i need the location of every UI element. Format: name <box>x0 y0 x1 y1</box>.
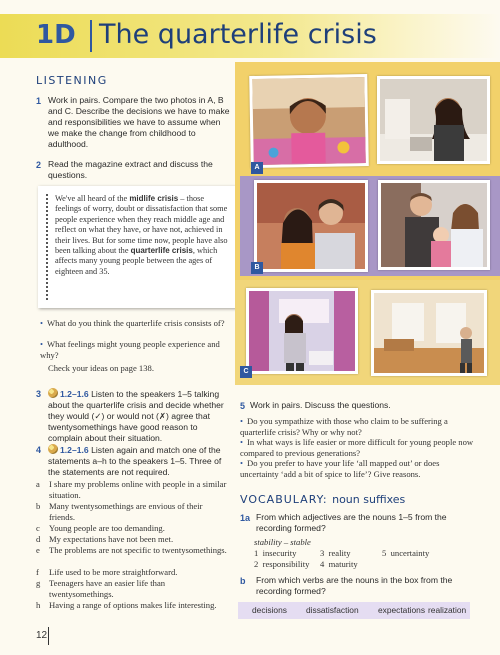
statement-f: f Life used to be more straightforward. <box>36 567 178 577</box>
question-4-number: 4 <box>36 445 42 455</box>
statement-d: d My expectations have not been met. <box>36 534 174 544</box>
question-3-text: 1.2–1.6 Listen to the speakers 1–5 talking about the quarterlife crisis and decide whether they would (✓) or would not (✗) agree that twentysomethings have good reason to complain about their situation. <box>48 389 224 443</box>
photo-b-teens <box>254 180 368 272</box>
statement-a: a I share my problems online with people in a similar situation. <box>36 479 227 500</box>
speaking-bullet-2: • In what ways is life easier or more difficult for young people now compared to previous generations? <box>240 437 474 458</box>
example-pair: stability – stable <box>254 537 311 547</box>
statement-b: b Many twentysomethings are envious of their friends. <box>36 501 203 522</box>
statement-g: g Teenagers have an easier life than twentysomethings. <box>36 578 166 599</box>
magazine-extract <box>38 186 238 308</box>
noun-1: 1 insecurity <box>254 548 297 558</box>
listening-heading: LISTENING <box>36 74 108 87</box>
word-box <box>238 602 470 619</box>
word-realization: realization <box>428 605 467 615</box>
discussion-bullet-1: • What do you think the quarterlife crisis consists of? <box>40 318 225 328</box>
question-1a-text: From which adjectives are the nouns 1–5 from the recording formed? <box>256 512 447 533</box>
noun-2: 2 responsibility <box>254 559 310 569</box>
photo-label-b: B <box>251 262 263 274</box>
term-quarterlife-crisis: quarterlife crisis <box>130 246 193 256</box>
speaking-bullet-1: • Do you sympathize with those who claim to be suffering a quarterlife crisis? Why or why not? <box>240 416 448 437</box>
dotted-rule <box>46 194 48 300</box>
page-number: 12 <box>36 630 48 641</box>
page-title: The quarterlife crisis <box>99 19 377 50</box>
photo-b-family <box>378 180 490 270</box>
question-1-number: 1 <box>36 96 42 106</box>
audio-cd-icon <box>48 444 58 454</box>
discussion-bullet-2: • What feelings might young people experience and why? <box>40 339 220 360</box>
question-5-number: 5 <box>240 401 246 411</box>
question-3-number: 3 <box>36 389 42 399</box>
check-ideas: Check your ideas on page 138. <box>48 363 154 373</box>
unit-number: 1D <box>36 20 76 50</box>
question-1b-text: From which verbs are the nouns in the box from the recording formed? <box>256 575 453 596</box>
noun-5: 5 uncertainty <box>382 548 430 558</box>
statement-h: h Having a range of options makes life interesting. <box>36 600 217 610</box>
photo-c-office <box>371 290 487 376</box>
noun-3: 3 reality <box>320 548 351 558</box>
statement-e: e The problems are not specific to twentysomethings. <box>36 545 227 555</box>
question-2-text: Read the magazine extract and discuss the questions. <box>48 159 213 180</box>
statement-c: c Young people are too demanding. <box>36 523 165 533</box>
speaking-bullet-3: • Do you prefer to have your life ‘all mapped out’ or does uncertainty ‘add a bit of spice to life’? Give reasons. <box>240 458 440 479</box>
question-1b-number: b <box>240 576 246 586</box>
photo-a-child <box>249 74 369 168</box>
term-midlife-crisis: midlife crisis <box>129 194 179 203</box>
page-number-rule <box>48 627 49 645</box>
question-1a-number: 1a <box>240 513 251 523</box>
question-5-text: Work in pairs. Discuss the questions. <box>250 400 391 410</box>
word-decisions: decisions <box>252 605 287 615</box>
photo-label-a: A <box>251 162 263 174</box>
question-1-text: Work in pairs. Compare the two photos in A, B and C. Describe the decisions we have to make and responsibilities we have to assume when we make the change from childhood to adulthood. <box>48 95 230 149</box>
vocabulary-heading: VOCABULARY: noun suffixes <box>240 493 406 506</box>
photo-a-adult <box>377 76 490 164</box>
photo-c-bedroom <box>246 288 358 374</box>
photo-label-c: C <box>240 366 252 378</box>
question-2-number: 2 <box>36 160 42 170</box>
extract-text: We've all heard of the midlife crisis – those feelings of worry, doubt or dissatisfaction that some people experience when they reach middle age and reflect on what they have, or have not, achieved in their lives. But for some time now, people have also been talking about the quarterlife crisis, which affects many young people between the ages of eighteen and 35. <box>55 194 228 276</box>
question-4-text: 1.2–1.6 Listen again and match one of the statements a–h to the speakers 1–5. Three of the statements are not required. <box>48 445 222 477</box>
title-separator <box>90 20 92 52</box>
audio-cd-icon <box>48 388 58 398</box>
word-dissatisfaction: dissatisfaction <box>306 605 359 615</box>
word-expectations: expectations <box>378 605 426 615</box>
noun-4: 4 maturity <box>320 559 358 569</box>
